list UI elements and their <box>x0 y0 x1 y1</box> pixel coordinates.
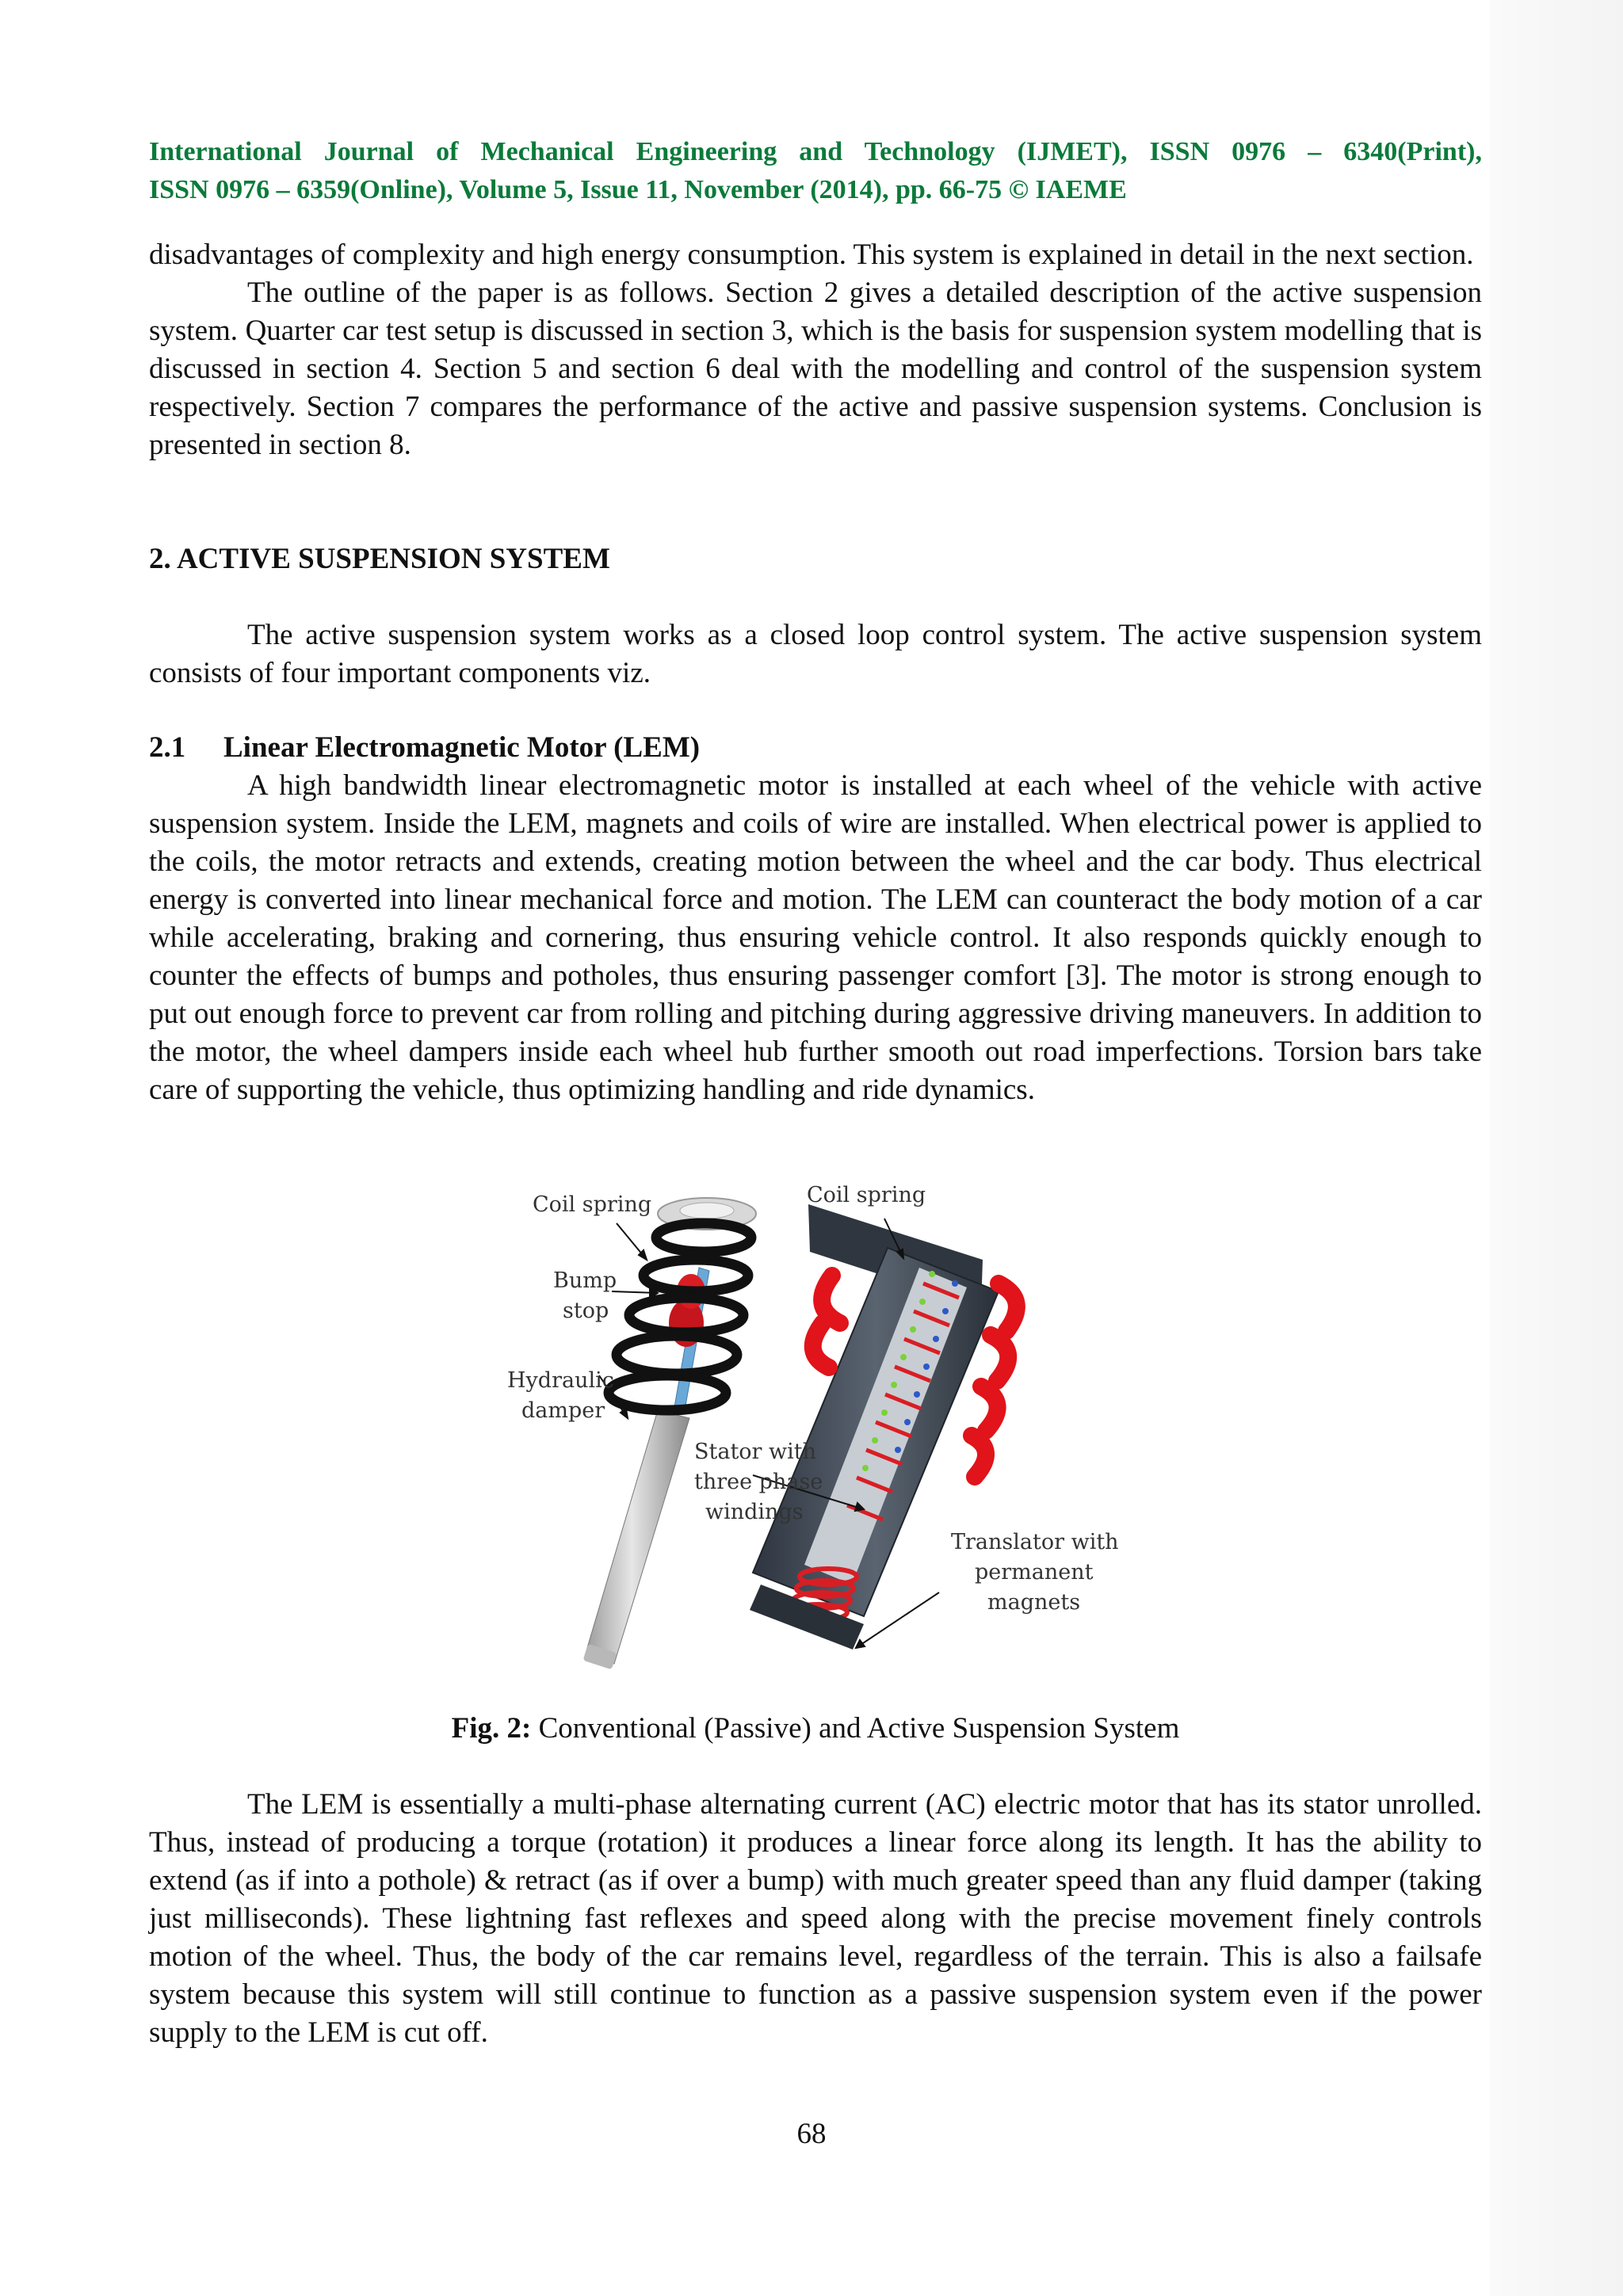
section-2-1-block <box>149 767 1482 1109</box>
label-coil-spring-left: Coil spring <box>533 1192 652 1217</box>
label-coil-spring-right: Coil spring <box>807 1183 926 1207</box>
label-translator-3: magnets <box>987 1590 1081 1615</box>
header-line-2: ISSN 0976 – 6359(Online), Volume 5, Issue 11, November (2014), pp. 66-75 © IAEME <box>149 175 1127 204</box>
section-2-block <box>149 616 1482 692</box>
label-stator-2: three phase <box>694 1470 823 1494</box>
label-hydraulic-1: Hydraulic <box>507 1368 614 1393</box>
section-2-1-paragraph-1: A high bandwidth linear electromagnetic motor is installed at each wheel of the vehicle with active suspension system. Inside the LEM, magnets and coils of wire are installed. When electrical power is applied to the coils, the motor retracts and extends, creating motion between the wheel and the car body. Thus electrical energy is converted into linear mechanical force and motion. The LEM can counteract the body motion of a car while accelerating, braking and cornering, thus ensuring vehicle control. It also responds quickly enough to counter the effects of bumps and potholes, thus ensuring passenger comfort [3]. The motor is strong enough to put out enough force to prevent car from rolling and pitching during aggressive driving maneuvers. In addition to the motor, the wheel dampers inside each wheel hub further smooth out road imperfections. Torsion bars take care of supporting the vehicle, thus optimizing handling and ride dynamics. <box>149 769 1482 1106</box>
label-translator-2: permanent <box>975 1560 1094 1585</box>
intro-block <box>149 236 1482 464</box>
section-2-heading: 2. ACTIVE SUSPENSION SYSTEM <box>149 543 610 575</box>
label-stator-3: windings <box>705 1500 804 1524</box>
figure-caption-text: Conventional (Passive) and Active Suspension System <box>531 1712 1180 1745</box>
label-stator-1: Stator with <box>694 1440 817 1464</box>
figure-caption-label: Fig. 2: <box>451 1712 532 1745</box>
section-2-1-number: 2.1 <box>149 731 186 764</box>
page-edge-shade <box>1490 0 1623 2296</box>
section-2-paragraph: The active suspension system works as a closed loop control system. The active suspension system consists of four important components viz. <box>149 619 1482 689</box>
label-bump-1: Bump <box>553 1268 617 1293</box>
intro-paragraph-1: disadvantages of complexity and high energy consumption. This system is explained in detail in the next section. <box>149 238 1474 271</box>
journal-header <box>149 133 1482 209</box>
section-2-1-heading <box>149 729 1482 767</box>
section-2-1-block-2 <box>149 1786 1482 2052</box>
figure-caption <box>149 1710 1482 1748</box>
section-2-1-title: Linear Electromagnetic Motor (LEM) <box>223 731 701 764</box>
label-translator-1: Translator with <box>951 1530 1119 1554</box>
page-number: 68 <box>796 2118 827 2150</box>
intro-paragraph-2: The outline of the paper is as follows. Section 2 gives a detailed description of the active suspension system. Quarter car test setup is discussed in section 3, which is the basis for suspension system modelling that is discussed in section 4. Section 5 and section 6 deal with the modelling and control of the suspension system respectively. Section 7 compares the performance of the active and passive suspension systems. Conclusion is presented in section 8. <box>149 277 1482 461</box>
label-bump-2: stop <box>563 1299 609 1323</box>
section-2-1-paragraph-2: The LEM is essentially a multi-phase alternating current (AC) electric motor that has its stator unrolled. Thus, instead of producing a torque (rotation) it produces a linear force along its length. It has the ability to extend (as if into a pothole) & retract (as if over a bump) with much greater speed than any fluid damper (taking just milliseconds). These lightning fast reflexes and speed along with the precise movement finely controls motion of the wheel. Thus, the body of the car remains level, regardless of the terrain. This is also a failsafe system because this system will still continue to function as a passive suspension system even if the power supply to the LEM is cut off. <box>149 1788 1482 2049</box>
header-line-1: International Journal of Mechanical Engineering and Technology (IJMET), ISSN 0976 – 6340(Print), <box>149 137 1482 166</box>
suspension-figure <box>491 1173 1125 1680</box>
label-hydraulic-2: damper <box>521 1398 605 1423</box>
